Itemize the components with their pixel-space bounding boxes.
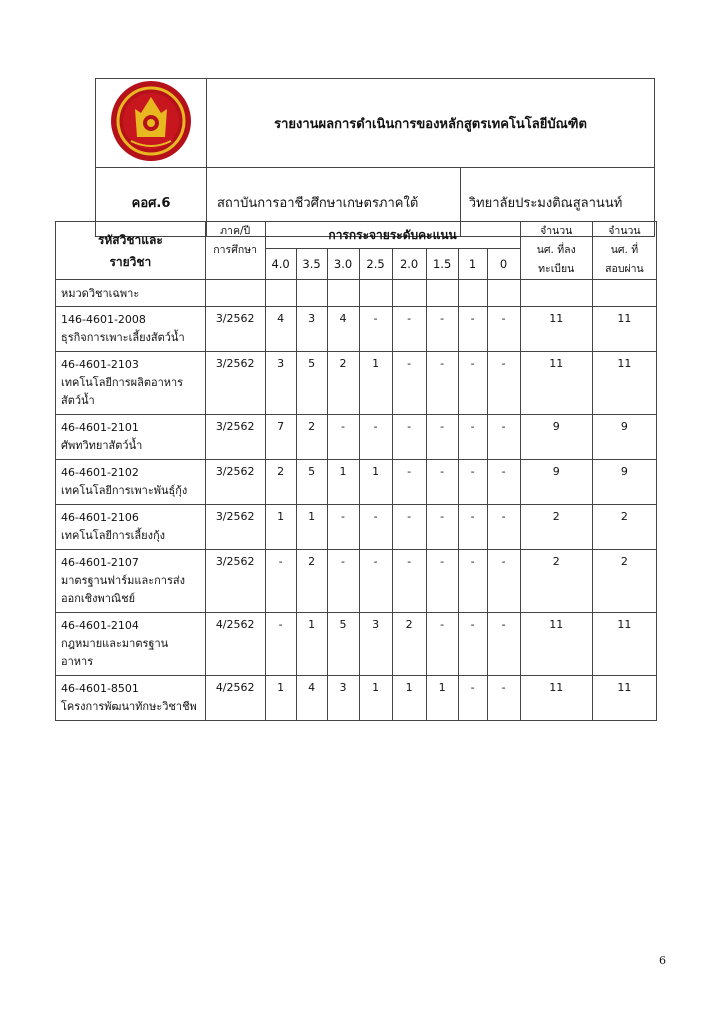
- passed-cell: 11: [592, 613, 656, 676]
- grade-count-cell: -: [487, 415, 520, 460]
- grade-count-cell: -: [458, 676, 487, 721]
- enrolled-cell: 11: [520, 613, 592, 676]
- grade-count-cell: -: [458, 550, 487, 613]
- passed-cell: 11: [592, 352, 656, 415]
- term-header: ภาค/ปี การศึกษา: [205, 222, 265, 280]
- subject-cell: [56, 460, 206, 505]
- grade-count-cell: 1: [327, 460, 359, 505]
- grade-count-cell: 5: [327, 613, 359, 676]
- grade-count-cell: 2: [265, 460, 296, 505]
- subject-code: 46-4601-8501: [61, 682, 139, 695]
- grade-count-cell: 3: [265, 352, 296, 415]
- grade-count-cell: -: [487, 613, 520, 676]
- grade-count-cell: 2: [296, 415, 327, 460]
- passed-cell: 11: [592, 307, 656, 352]
- subject-name: ศัพทวิทยาสัตว์น้ำ: [61, 439, 143, 452]
- enrolled-cell: 9: [520, 460, 592, 505]
- term-cell: 3/2562: [205, 352, 265, 415]
- subject-cell: [56, 676, 206, 721]
- grade-count-cell: -: [426, 613, 458, 676]
- grade-count-cell: -: [487, 505, 520, 550]
- subject-code: 46-4601-2106: [61, 511, 139, 524]
- grade-header-cell: 2.5: [359, 249, 392, 280]
- enrolled-cell: 2: [520, 550, 592, 613]
- grade-count-cell: -: [359, 415, 392, 460]
- subject-code: 46-4601-2102: [61, 466, 139, 479]
- grade-count-cell: 1: [296, 505, 327, 550]
- grade-count-cell: -: [426, 505, 458, 550]
- grade-count-cell: 1: [426, 676, 458, 721]
- grade-count-cell: -: [487, 352, 520, 415]
- grade-header-cell: 0: [487, 249, 520, 280]
- college-name: วิทยาลัยประมงติณสูลานนท์: [460, 168, 654, 237]
- enrolled-cell: 11: [520, 307, 592, 352]
- grade-count-cell: -: [426, 415, 458, 460]
- subject-name: ธุรกิจการเพาะเลี้ยงสัตว์น้ำ: [61, 331, 185, 344]
- subject-cell: [56, 613, 206, 676]
- category-row: [56, 280, 657, 307]
- term-cell: 3/2562: [205, 460, 265, 505]
- passed-cell: 2: [592, 505, 656, 550]
- enrolled-cell: 9: [520, 415, 592, 460]
- passed-cell: 9: [592, 415, 656, 460]
- subject-name: เทคโนโลยีการเลี้ยงกุ้ง: [61, 529, 165, 542]
- grade-count-cell: -: [426, 352, 458, 415]
- table-row: [56, 415, 657, 460]
- grade-count-cell: 3: [359, 613, 392, 676]
- grade-count-cell: 5: [296, 460, 327, 505]
- logo-cell: [96, 79, 207, 168]
- subject-cell: [56, 505, 206, 550]
- table-row: [56, 676, 657, 721]
- table-row: [56, 505, 657, 550]
- grade-header-cell: 3.5: [296, 249, 327, 280]
- distribution-header: การกระจายระดับคะแนน: [265, 222, 520, 249]
- grade-count-cell: 1: [359, 460, 392, 505]
- college-seal-icon: [109, 79, 193, 163]
- term-cell: 4/2562: [205, 676, 265, 721]
- grade-count-cell: 1: [296, 613, 327, 676]
- table-row: [56, 613, 657, 676]
- passed-cell: 2: [592, 550, 656, 613]
- grade-count-cell: 2: [327, 352, 359, 415]
- grade-count-cell: -: [426, 307, 458, 352]
- report-title: รายงานผลการดำเนินการของหลักสูตรเทคโนโลยีบัณฑิต: [207, 79, 655, 168]
- grade-count-cell: 1: [392, 676, 426, 721]
- report-header: [95, 78, 655, 237]
- grade-count-cell: 4: [296, 676, 327, 721]
- grade-count-cell: 3: [296, 307, 327, 352]
- grade-count-cell: 1: [265, 505, 296, 550]
- grade-count-cell: -: [392, 415, 426, 460]
- grade-count-cell: -: [392, 352, 426, 415]
- grade-count-cell: -: [458, 307, 487, 352]
- table-row: [56, 352, 657, 415]
- grade-count-cell: -: [327, 415, 359, 460]
- institute-name: สถาบันการอาชีวศึกษาเกษตรภาคใต้: [207, 168, 461, 237]
- grade-count-cell: -: [487, 307, 520, 352]
- grade-count-cell: 3: [327, 676, 359, 721]
- grade-count-cell: 2: [296, 550, 327, 613]
- grade-count-cell: -: [458, 613, 487, 676]
- term-cell: 3/2562: [205, 307, 265, 352]
- subject-header: รหัสวิชาและ รายวิชา: [56, 222, 206, 280]
- grade-count-cell: -: [359, 505, 392, 550]
- grade-count-cell: -: [487, 460, 520, 505]
- grade-count-cell: -: [487, 550, 520, 613]
- grade-count-cell: 1: [359, 352, 392, 415]
- term-cell: 3/2562: [205, 505, 265, 550]
- enrolled-cell: 2: [520, 505, 592, 550]
- subject-code: 46-4601-2101: [61, 421, 139, 434]
- grade-count-cell: 4: [327, 307, 359, 352]
- subject-code: 46-4601-2103: [61, 358, 139, 371]
- grade-count-cell: 1: [359, 676, 392, 721]
- form-code: คอศ.6: [96, 168, 207, 237]
- subject-cell: [56, 550, 206, 613]
- subject-code: 146-4601-2008: [61, 313, 146, 326]
- grade-header-cell: 2.0: [392, 249, 426, 280]
- category-label: หมวดวิชาเฉพาะ: [56, 280, 206, 307]
- grade-count-cell: -: [487, 676, 520, 721]
- subject-name: เทคโนโลยีการผลิตอาหารสัตว์น้ำ: [61, 376, 184, 407]
- table-row: [56, 460, 657, 505]
- grade-count-cell: 1: [265, 676, 296, 721]
- term-cell: 4/2562: [205, 613, 265, 676]
- grade-count-cell: -: [392, 550, 426, 613]
- subject-cell: [56, 415, 206, 460]
- grade-count-cell: -: [327, 505, 359, 550]
- grade-count-cell: -: [392, 505, 426, 550]
- subject-code: 46-4601-2107: [61, 556, 139, 569]
- passed-cell: 11: [592, 676, 656, 721]
- enrolled-cell: 11: [520, 676, 592, 721]
- grade-count-cell: -: [426, 550, 458, 613]
- grade-count-cell: -: [327, 550, 359, 613]
- grade-count-cell: 2: [392, 613, 426, 676]
- grade-header-cell: 1.5: [426, 249, 458, 280]
- grade-distribution-table: [55, 221, 657, 721]
- subject-cell: [56, 307, 206, 352]
- grade-count-cell: 7: [265, 415, 296, 460]
- grade-count-cell: -: [265, 613, 296, 676]
- grade-header-cell: 4.0: [265, 249, 296, 280]
- grade-count-cell: -: [392, 460, 426, 505]
- grade-count-cell: 4: [265, 307, 296, 352]
- grade-count-cell: -: [359, 307, 392, 352]
- page-number: 6: [659, 954, 666, 967]
- grade-header-cell: 1: [458, 249, 487, 280]
- subject-name: เทคโนโลยีการเพาะพันธุ์กุ้ง: [61, 484, 188, 497]
- subject-cell: [56, 352, 206, 415]
- subject-name: กฎหมายและมาตรฐานอาหาร: [61, 637, 169, 668]
- grade-count-cell: -: [458, 415, 487, 460]
- grade-count-cell: -: [426, 460, 458, 505]
- grade-count-cell: -: [359, 550, 392, 613]
- subject-code: 46-4601-2104: [61, 619, 139, 632]
- subject-name: มาตรฐานฟาร์มและการส่งออกเชิงพาณิชย์: [61, 574, 185, 605]
- passed-header: จำนวน นศ. ที่ สอบผ่าน: [592, 222, 656, 280]
- enrolled-cell: 11: [520, 352, 592, 415]
- grade-count-cell: -: [265, 550, 296, 613]
- grade-count-cell: -: [458, 460, 487, 505]
- subject-name: โครงการพัฒนาทักษะวิชาชีพ: [61, 700, 197, 713]
- term-cell: 3/2562: [205, 550, 265, 613]
- passed-cell: 9: [592, 460, 656, 505]
- grade-count-cell: -: [458, 505, 487, 550]
- enrolled-header: จำนวน นศ. ที่ลง ทะเบียน: [520, 222, 592, 280]
- term-cell: 3/2562: [205, 415, 265, 460]
- grade-count-cell: -: [392, 307, 426, 352]
- grade-count-cell: -: [458, 352, 487, 415]
- grade-count-cell: 5: [296, 352, 327, 415]
- grade-header-cell: 3.0: [327, 249, 359, 280]
- table-row: [56, 550, 657, 613]
- table-row: [56, 307, 657, 352]
